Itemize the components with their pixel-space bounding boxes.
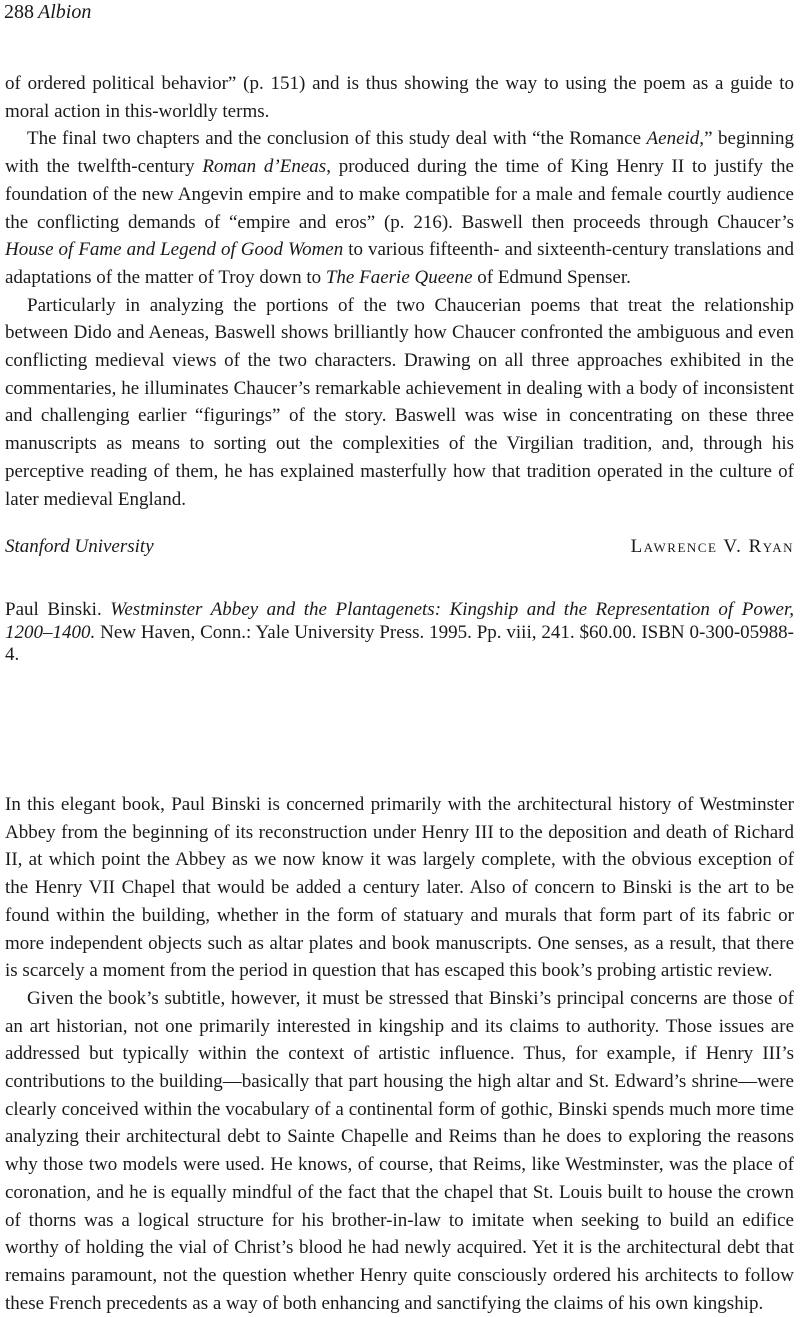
review-2-paragraph-1: In this elegant book, Paul Binski is concerned primarily with the architectural history of Westminster Abbey from the beginning of its reconstruction under Henry III to the deposition and death of Richard II, at which point the Abbey as we now know it was largely complete, with the obvious exception of the Henry VII Chapel that would be added a century later. Also of concern to Binski is the art to be found within the building, whether in the form of statuary and murals that form part of its fabric or more independent objects such as altar plates and book manuscripts. One senses, as a result, that there is scarcely a moment from the period in question that has escaped this book’s probing artistic review.	[5, 794, 794, 982]
citation-title: Westminster Abbey and the Plantagenets: Kingship and the Representation of Power, 1200–1400.	[5, 599, 795, 643]
review-1-paragraph-1: of ordered political behavior” (p. 151) and is thus showing the way to using the poem as a guide to moral action in this-worldly terms.	[5, 73, 794, 122]
reviewer-affiliation: Stanford University	[5, 536, 154, 557]
running-head	[4, 0, 91, 24]
review-1-signature	[5, 533, 794, 560]
review-1-paragraph-3: Particularly in analyzing the portions of the two Chaucerian poems that treat the relationship between Dido and Aeneas, Baswell shows brilliantly how Chaucer confronted the ambiguous and even conflicting medieval views of the two characters. Drawing on all three approaches exhibited in the commentaries, he illuminates Chaucer’s remarkable achievement in dealing with a body of inconsistent and challenging earlier “figurings” of the story. Baswell was wise in concentrating on these three manuscripts as means to sorting out the complexities of the Virgilian tradition, and, through his perceptive reading of them, he has explained masterfully how that tradition operated in the culture of later medieval England.	[5, 294, 794, 510]
review-1-body	[5, 70, 794, 513]
review-2-paragraph-2: Given the book’s subtitle, however, it must be stressed that Binski’s principal concerns are those of an art historian, not one primarily interested in kingship and its claims to authority. Those issues are addressed but typically within the context of artistic influence. Thus, for example, if Henry III’s contributions to the building—basically that part housing the high altar and St. Edward’s shrine—were clearly conceived within the vocabulary of a continental form of gothic, Binski spends much more time analyzing their architectural debt to Sainte Chapelle and Reims than he does to exploring the reasons why those two models were used. He knows, of course, that Reims, like Westminster, was the place of coronation, and he is equally mindful of the fact that the chapel that St. Louis built to house the crown of thorns was a logical structure for his brother-in-law to imitate when seeking to build an edifice worthy of holding the vial of Christ’s blood he had newly acquired. Yet it is the architectural debt that remains paramount, not the question whether Henry quite consciously ordered his architects to follow these French precedents as a way of both enhancing and sanctifying the claims of his own kingship.	[5, 987, 794, 1314]
review-1-paragraph-2: The final two chapters and the conclusion of this study deal with “the Romance Aeneid,” beginning with the twelfth-century Roman d’Eneas, produced during the time of King Henry II to justify the foundation of the new Angevin empire and to make compatible for a male and female courtly audience the conflicting demands of “empire and eros” (p. 216). Baswell then proceeds through Chaucer’s House of Fame and Legend of Good Women to various fifteenth- and sixteenth-century translations and adaptations of the matter of Troy down to The Faerie Queene of Edmund Spenser.	[5, 128, 794, 288]
citation-details: New Haven, Conn.: Yale University Press. 1995. Pp. viii, 241. $60.00. ISBN 0-300-05988-4.	[5, 621, 794, 665]
citation-author: Paul Binski.	[5, 599, 102, 620]
reviewer-name: Lawrence V. Ryan	[630, 536, 794, 557]
journal-title: Albion	[38, 1, 92, 23]
book-citation	[5, 599, 794, 667]
review-2-body	[5, 791, 794, 1317]
page-number: 288	[4, 1, 34, 23]
